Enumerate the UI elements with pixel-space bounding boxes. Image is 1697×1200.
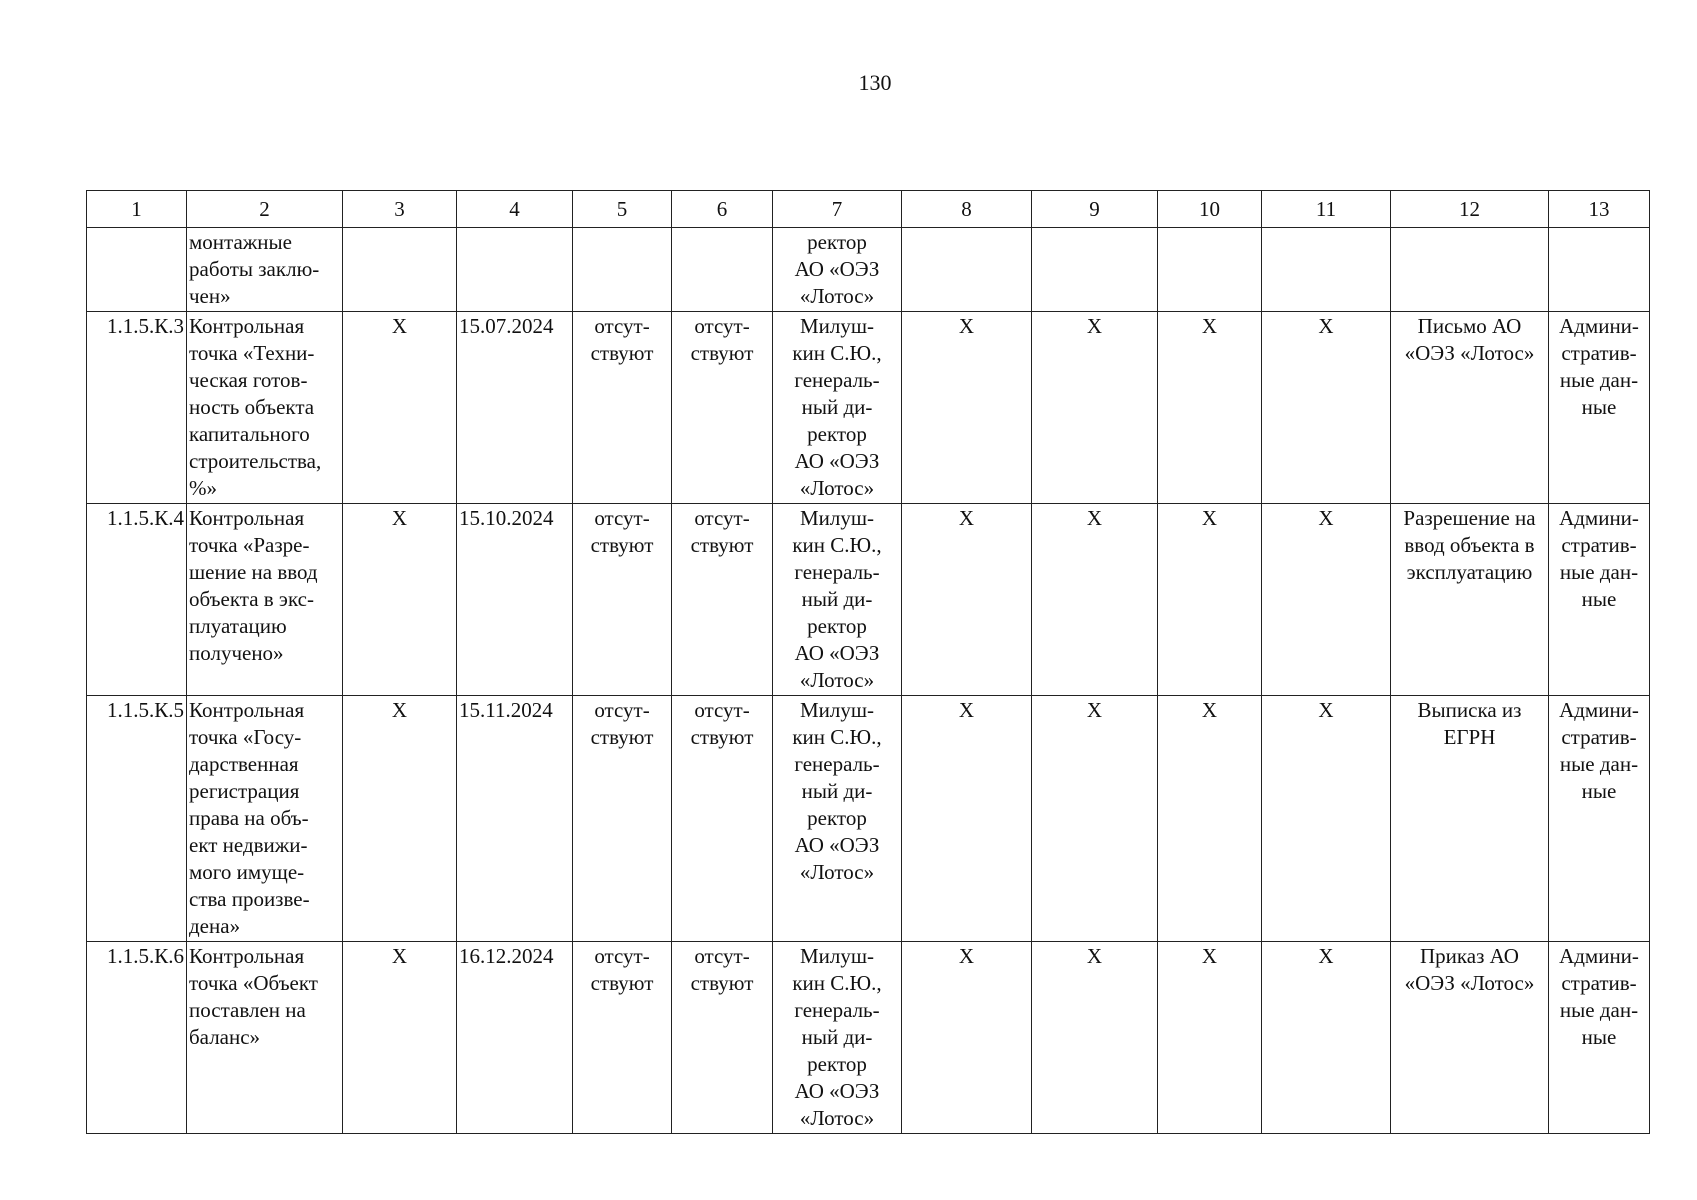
column-number-11: 11 [1262,191,1391,228]
cell-name: Контрольная точка «Разре- шение на ввод объекта в экс- плуатацию получено» [187,504,343,696]
cell-col11: Х [1262,696,1391,942]
cell-col10: Х [1158,312,1262,504]
cell-col8: Х [902,696,1032,942]
cell-col3: Х [343,312,457,504]
control-points-table [86,190,1650,1134]
cell-col8: Х [902,312,1032,504]
cell-name: Контрольная точка «Техни- ческая готов- ность объекта капитального строительства, %» [187,312,343,504]
table-row [87,942,1650,1134]
cell-name: монтажные работы заклю- чен» [187,228,343,312]
table-row [87,504,1650,696]
cell-col5: отсут- ствуют [573,942,672,1134]
cell-source: Админи- стратив- ные дан- ные [1549,504,1650,696]
cell-number [87,228,187,312]
column-number-10: 10 [1158,191,1262,228]
cell-col3: Х [343,696,457,942]
cell-col5: отсут- ствуют [573,696,672,942]
cell-responsible: Милуш- кин С.Ю., генераль- ный ди- ректор АО «ОЭЗ «Лотос» [773,504,902,696]
cell-col5 [573,228,672,312]
cell-col3 [343,228,457,312]
column-number-4: 4 [457,191,573,228]
cell-document: Разрешение на ввод объекта в эксплуатацию [1391,504,1549,696]
cell-col8 [902,228,1032,312]
cell-col10: Х [1158,504,1262,696]
cell-date: 15.07.2024 [457,312,573,504]
cell-col6: отсут- ствуют [672,696,773,942]
column-number-6: 6 [672,191,773,228]
cell-document [1391,228,1549,312]
cell-number: 1.1.5.К.4 [87,504,187,696]
cell-col6: отсут- ствуют [672,504,773,696]
cell-source: Админи- стратив- ные дан- ные [1549,696,1650,942]
column-number-1: 1 [87,191,187,228]
column-number-13: 13 [1549,191,1650,228]
column-number-7: 7 [773,191,902,228]
cell-col11: Х [1262,942,1391,1134]
cell-responsible: Милуш- кин С.Ю., генераль- ный ди- ректор АО «ОЭЗ «Лотос» [773,312,902,504]
cell-col9: Х [1032,942,1158,1134]
cell-col11: Х [1262,504,1391,696]
table-row [87,696,1650,942]
cell-col9: Х [1032,312,1158,504]
cell-col8: Х [902,504,1032,696]
column-number-5: 5 [573,191,672,228]
cell-date [457,228,573,312]
cell-col11: Х [1262,312,1391,504]
cell-number: 1.1.5.К.5 [87,696,187,942]
cell-col8: Х [902,942,1032,1134]
page-number: 130 [858,70,892,95]
cell-document: Приказ АО «ОЭЗ «Лотос» [1391,942,1549,1134]
cell-document: Выписка из ЕГРН [1391,696,1549,942]
cell-col10: Х [1158,696,1262,942]
cell-number: 1.1.5.К.6 [87,942,187,1134]
cell-document: Письмо АО «ОЭЗ «Лотос» [1391,312,1549,504]
cell-col6: отсут- ствуют [672,942,773,1134]
cell-responsible: Милуш- кин С.Ю., генераль- ный ди- ректор АО «ОЭЗ «Лотос» [773,696,902,942]
cell-col11 [1262,228,1391,312]
header-row [87,191,1650,228]
cell-source: Админи- стратив- ные дан- ные [1549,312,1650,504]
cell-col3: Х [343,504,457,696]
cell-col5: отсут- ствуют [573,312,672,504]
cell-date: 15.11.2024 [457,696,573,942]
column-number-12: 12 [1391,191,1549,228]
table-row [87,228,1650,312]
cell-col3: Х [343,942,457,1134]
cell-col6: отсут- ствуют [672,312,773,504]
column-number-9: 9 [1032,191,1158,228]
cell-col9 [1032,228,1158,312]
column-number-8: 8 [902,191,1032,228]
cell-col6 [672,228,773,312]
cell-source [1549,228,1650,312]
cell-col10 [1158,228,1262,312]
cell-date: 16.12.2024 [457,942,573,1134]
column-number-3: 3 [343,191,457,228]
cell-col10: Х [1158,942,1262,1134]
cell-col5: отсут- ствуют [573,504,672,696]
column-number-2: 2 [187,191,343,228]
cell-col9: Х [1032,504,1158,696]
cell-number: 1.1.5.К.3 [87,312,187,504]
cell-source: Админи- стратив- ные дан- ные [1549,942,1650,1134]
table-row [87,312,1650,504]
cell-name: Контрольная точка «Объект поставлен на баланс» [187,942,343,1134]
cell-col9: Х [1032,696,1158,942]
cell-name: Контрольная точка «Госу- дарственная регистрация права на объ- ект недвижи- мого имуще- ства произве- дена» [187,696,343,942]
cell-responsible: Милуш- кин С.Ю., генераль- ный ди- ректор АО «ОЭЗ «Лотос» [773,942,902,1134]
cell-date: 15.10.2024 [457,504,573,696]
cell-responsible: ректор АО «ОЭЗ «Лотос» [773,228,902,312]
